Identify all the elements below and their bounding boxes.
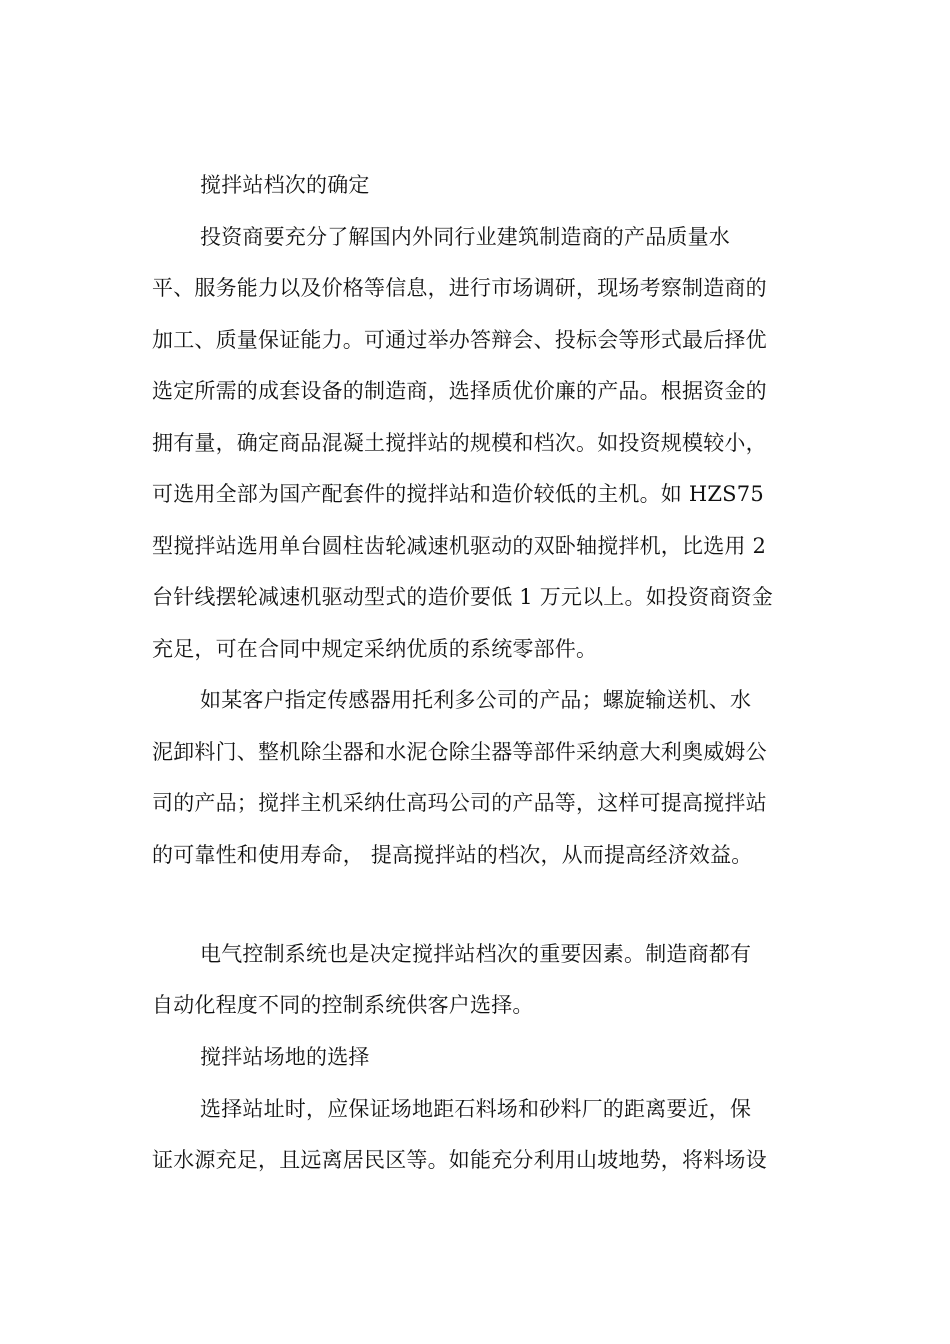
section-heading: 搅拌站档次的确定 <box>200 173 370 197</box>
paragraph-line: 拥有量，确定商品混凝土搅拌站的规模和档次。如投资规模较小， <box>152 431 767 455</box>
paragraph-line: 加工、质量保证能力。可通过举办答辩会、投标会等形式最后择优 <box>152 328 767 352</box>
paragraph-line: 选定所需的成套设备的制造商，选择质优价廉的产品。根据资金的 <box>152 379 767 403</box>
paragraph-line: 可选用全部为国产配套件的搅拌站和造价较低的主机。如 HZS75 <box>152 482 764 506</box>
paragraph-line: 证水源充足，且远离居民区等。如能充分利用山坡地势，将料场设 <box>152 1148 767 1172</box>
paragraph-line: 充足，可在合同中规定采纳优质的系统零部件。 <box>152 637 598 661</box>
paragraph-line: 自动化程度不同的控制系统供客户选择。 <box>152 993 534 1017</box>
paragraph-line: 司的产品；搅拌主机采纳仕高玛公司的产品等，这样可提高搅拌站 <box>152 791 767 815</box>
paragraph-line: 的可靠性和使用寿命， 提高搅拌站的档次，从而提高经济效益。 <box>152 843 753 867</box>
paragraph-line: 投资商要充分了解国内外同行业建筑制造商的产品质量水 <box>200 225 730 249</box>
paragraph-line: 泥卸料门、整机除尘器和水泥仓除尘器等部件采纳意大利奥威姆公 <box>152 740 767 764</box>
section-heading: 搅拌站场地的选择 <box>200 1045 370 1069</box>
paragraph-line: 台针线摆轮减速机驱动型式的造价要低 1 万元以上。如投资商资金 <box>152 585 773 609</box>
paragraph-line: 平、服务能力以及价格等信息，进行市场调研，现场考察制造商的 <box>152 276 767 300</box>
paragraph-line: 型搅拌站选用单台圆柱齿轮减速机驱动的双卧轴搅拌机，比选用 2 <box>152 534 767 558</box>
paragraph-line: 电气控制系统也是决定搅拌站档次的重要因素。制造商都有 <box>200 942 752 966</box>
paragraph-line: 选择站址时，应保证场地距石料场和砂料厂的距离要近，保 <box>200 1097 752 1121</box>
paragraph-line: 如某客户指定传感器用托利多公司的产品；螺旋输送机、水 <box>200 688 752 712</box>
